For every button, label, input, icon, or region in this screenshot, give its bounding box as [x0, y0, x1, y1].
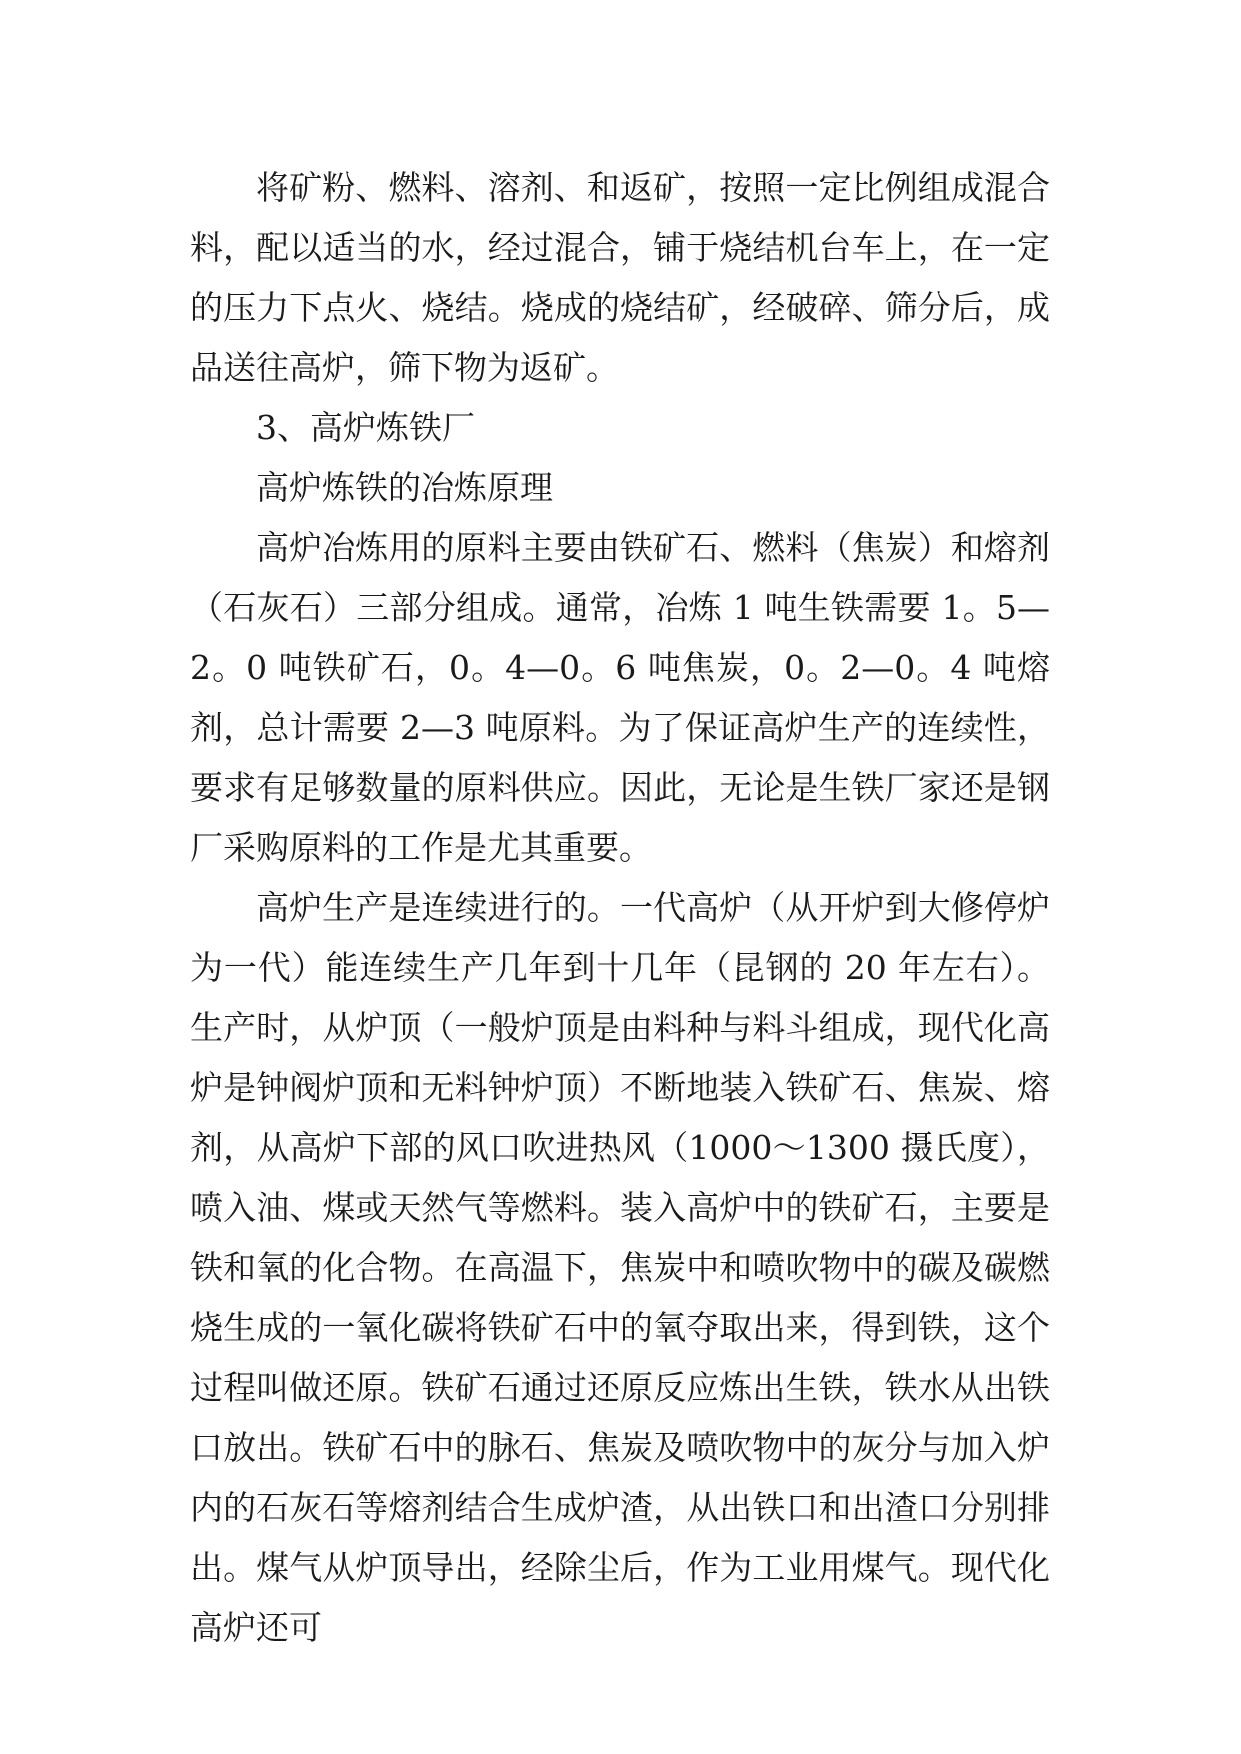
paragraph-raw-materials: 高炉冶炼用的原料主要由铁矿石、燃料（焦炭）和熔剂（石灰石）三部分组成。通常，冶炼 1 吨生铁需要 1。5—2。0 吨铁矿石，0。4—0。6 吨焦炭，0。2—0。4 吨熔剂，总计需要 2—3 吨原料。为了保证高炉生产的连续性，要求有足够数量的原料供应。因此，无论是生铁厂家还是钢厂采购原料的工作是尤其重要。 — [190, 528, 1050, 867]
paragraph-sintering-process: 将矿粉、燃料、溶剂、和返矿，按照一定比例组成混合料，配以适当的水，经过混合，铺于烧结机台车上，在一定的压力下点火、烧结。烧成的烧结矿，经破碎、筛分后，成品送往高炉，筛下物为返矿。 — [190, 168, 1050, 387]
subheading-smelting-principle: 高炉炼铁的冶炼原理 — [256, 468, 553, 507]
paragraph-continuous-production: 高炉生产是连续进行的。一代高炉（从开炉到大修停炉为一代）能连续生产几年到十几年（昆钢的 20 年左右）。生产时，从炉顶（一般炉顶是由料种与料斗组成，现代化高炉是钟阀炉顶和无料钟炉顶）不断地装入铁矿石、焦炭、熔剂，从高炉下部的风口吹进热风（1000～1300 摄氏度），喷入油、煤或天然气等燃料。装入高炉中的铁矿石，主要是铁和氧的化合物。在高温下，焦炭中和喷吹物中的碳及碳燃烧生成的一氧化碳将铁矿石中的氧夺取出来，得到铁，这个过程叫做还原。铁矿石通过还原反应炼出生铁，铁水从出铁口放出。铁矿石中的脉石、焦炭及喷吹物中的灰分与加入炉内的石灰石等熔剂结合生成炉渣，从出铁口和出渣口分别排出。煤气从炉顶导出，经除尘后，作为工业用煤气。现代化高炉还可 — [190, 888, 1050, 1647]
section-heading-blast-furnace-plant: 3、高炉炼铁厂 — [256, 408, 475, 447]
document-body — [190, 158, 1050, 1658]
